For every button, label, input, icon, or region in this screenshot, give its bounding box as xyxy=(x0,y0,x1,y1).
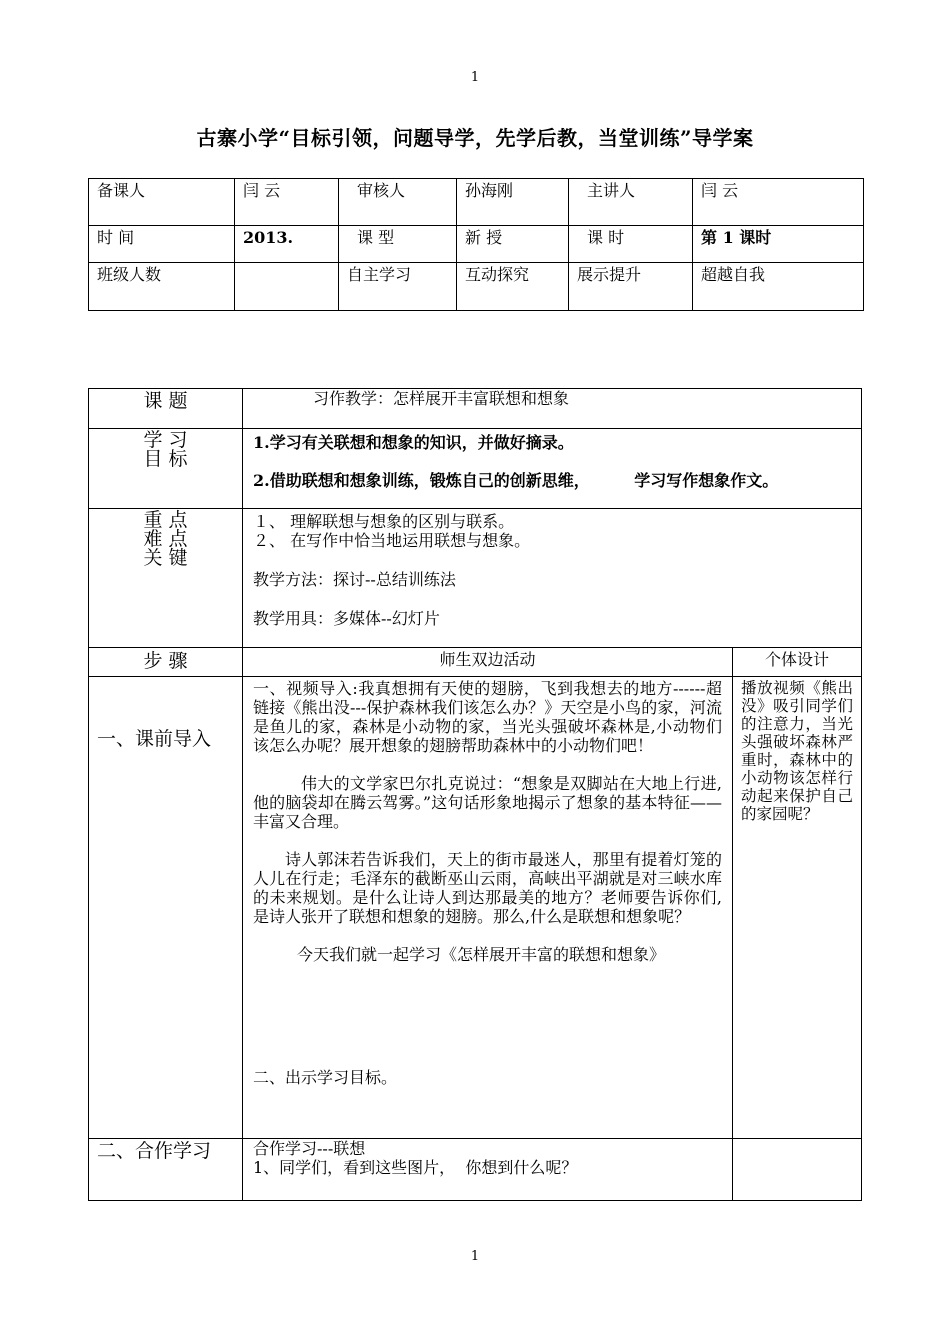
info-row-3 xyxy=(89,263,864,311)
design-header: 个体设计 xyxy=(733,648,862,677)
cell-time: 2013. xyxy=(235,226,339,263)
step1-paragraph-4: 今天我们就一起学习《怎样展开丰富的联想和想象》 xyxy=(297,945,666,964)
cell-reviewer: 孙海刚 xyxy=(457,179,569,226)
step2-paragraph-2: 1、同学们，看到这些图片， 你想到什么呢？ xyxy=(253,1158,578,1177)
cell-self-study: 自主学习 xyxy=(339,263,457,311)
key-points-label xyxy=(89,509,243,648)
page-title: 古寨小学“目标引领，问题导学，先学后教，当堂训练”导学案 xyxy=(196,126,754,150)
goals-cell xyxy=(243,429,862,509)
topic-text: 习作教学：怎样展开丰富联想和想象 xyxy=(313,389,570,408)
info-row-1 xyxy=(89,179,864,226)
step1-design: 播放视频《熊出没》吸引同学们的注意力，当光头强破坏森林严重时，森林中的小动物该怎样行动起来保护自己的家园呢？ xyxy=(733,677,862,1139)
goals-label xyxy=(89,429,243,509)
activities-header: 师生双边活动 xyxy=(243,648,733,677)
cell-time-label: 时 间 xyxy=(89,226,235,263)
key-label-line-3: 关 键 xyxy=(143,547,188,569)
key-points-row xyxy=(89,509,862,648)
step1-paragraph-1: 一、视频导入:我真想拥有天使的翅膀，飞到我想去的地方------超链接《熊出没---保护森林我们该怎么办？》天空是小鸟的家，河流是鱼儿的家，森林是小动物的家，当光头强破坏森林是,小动物们该怎么办呢？展开想象的翅膀帮助森林中的小动物们吧！ xyxy=(253,679,722,755)
teaching-method: 教学方法：探讨--总结训练法 xyxy=(253,570,456,589)
info-table xyxy=(88,178,864,311)
page-number-top: 1 xyxy=(470,70,480,85)
key-points-cell xyxy=(243,509,862,648)
step1-label: 一、课前导入 xyxy=(89,677,243,1139)
goals-label-line-1: 学 习 xyxy=(143,429,188,451)
topic-cell xyxy=(243,389,862,429)
step2-label: 二、合作学习 xyxy=(89,1139,243,1201)
step2-design xyxy=(733,1139,862,1201)
cell-speaker: 闫 云 xyxy=(693,179,864,226)
key-point-1: １、 理解联想与想象的区别与联系。 xyxy=(253,512,515,531)
key-label-line-2: 难 点 xyxy=(143,528,188,550)
cell-type: 新 授 xyxy=(457,226,569,263)
cell-speaker-label: 主讲人 xyxy=(569,179,693,226)
cell-showcase: 展示提升 xyxy=(569,263,693,311)
cell-reviewer-label: 审核人 xyxy=(339,179,457,226)
topic-label-text: 课 题 xyxy=(143,390,188,412)
header-row xyxy=(89,648,862,677)
info-row-2 xyxy=(89,226,864,263)
cell-beyond: 超越自我 xyxy=(693,263,864,311)
lesson-table xyxy=(88,388,862,1201)
steps-header: 步 骤 xyxy=(89,648,243,677)
step2-row xyxy=(89,1139,862,1201)
cell-preparer: 闫 云 xyxy=(235,179,339,226)
step1-activities xyxy=(243,677,733,1139)
step2-paragraph-1: 合作学习---联想 xyxy=(253,1139,366,1158)
cell-type-label: 课 型 xyxy=(339,226,457,263)
page-number-bottom: 1 xyxy=(470,1249,480,1264)
key-point-2: ２、 在写作中恰当地运用联想与想象。 xyxy=(253,531,531,550)
goals-label-line-2: 目 标 xyxy=(143,448,188,470)
cell-interactive: 互动探究 xyxy=(457,263,569,311)
goal-1: 1.学习有关联想和想象的知识，并做好摘录。 xyxy=(253,433,574,452)
topic-label xyxy=(89,389,243,429)
step1-paragraph-3: 诗人郭沫若告诉我们，天上的街市最迷人，那里有提着灯笼的人儿在行走；毛泽东的截断巫山云雨，高峡出平湖就是对三峡水库的未来规划。是什么让诗人到达那最美的地方？老师要告诉你们,是诗人张开了联想和想象的翅膀。那么,什么是联想和想象呢？ xyxy=(253,850,722,926)
step2-activities xyxy=(243,1139,733,1201)
cell-class-size-label: 班级人数 xyxy=(89,263,235,311)
cell-class-size xyxy=(235,263,339,311)
goal-2: 2.借助联想和想象训练，锻炼自己的创新思维， 学习写作想象作文。 xyxy=(253,471,779,490)
topic-row xyxy=(89,389,862,429)
step1-row xyxy=(89,677,862,1139)
cell-preparer-label: 备课人 xyxy=(89,179,235,226)
teaching-tools: 教学用具：多媒体--幻灯片 xyxy=(253,609,440,628)
cell-period: 第 1 课时 xyxy=(693,226,864,263)
key-label-line-1: 重 点 xyxy=(143,509,188,531)
goals-row xyxy=(89,429,862,509)
cell-period-label: 课 时 xyxy=(569,226,693,263)
step1-paragraph-5: 二、出示学习目标。 xyxy=(253,1068,398,1087)
step1-paragraph-2: 伟大的文学家巴尔扎克说过：“想象是双脚站在大地上行进,他的脑袋却在腾云驾雾。”这句话形象地揭示了想象的基本特征——丰富又合理。 xyxy=(253,774,722,831)
